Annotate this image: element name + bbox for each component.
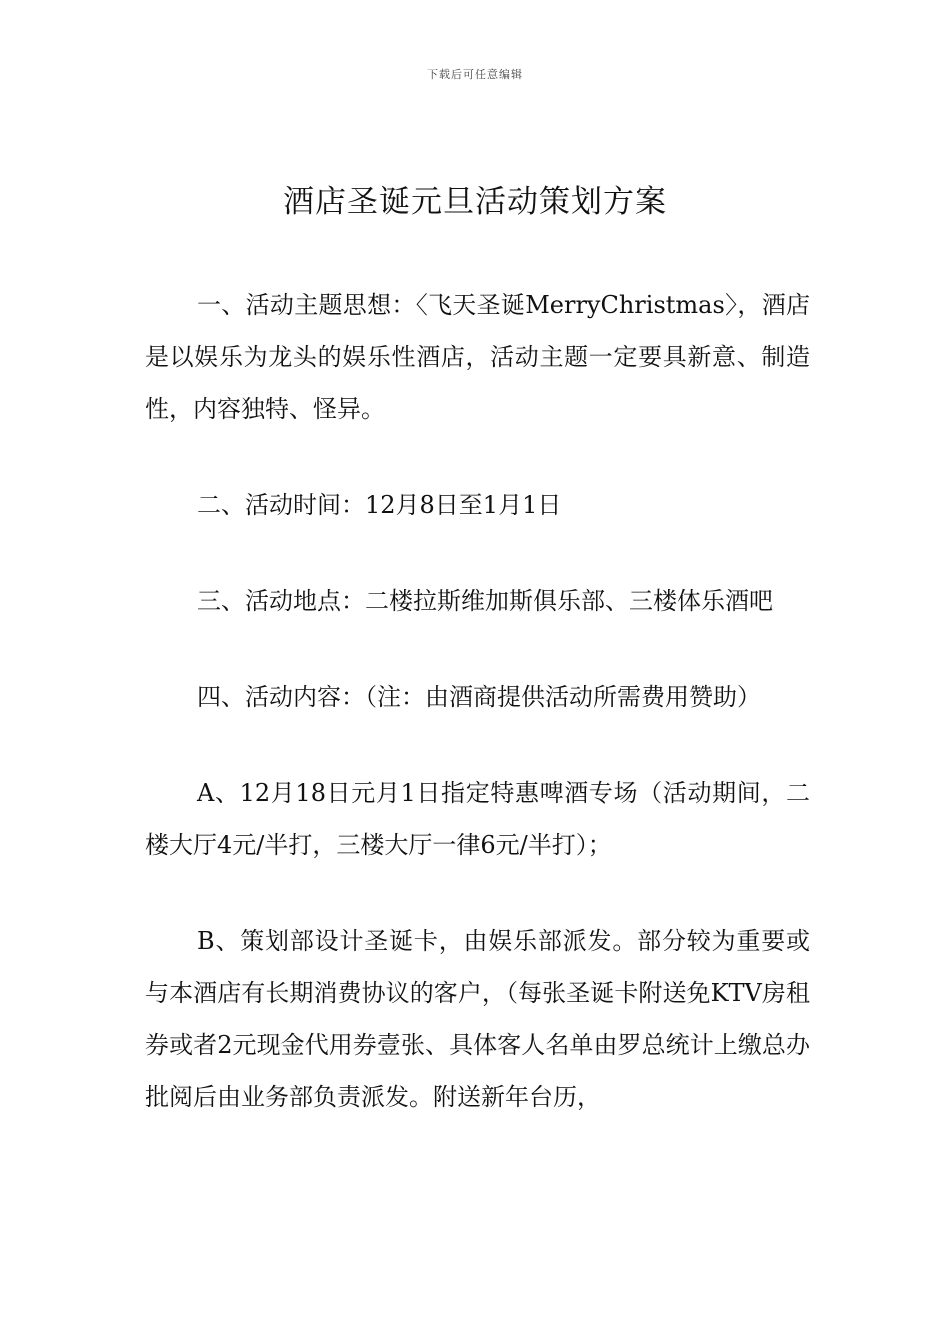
paragraph-location: 三、活动地点：二楼拉斯维加斯俱乐部、三楼体乐酒吧 — [197, 587, 773, 615]
paragraph-item-a: A、12月18日元月1日指定特惠啤酒专场（活动期间，二楼大厅4元/半打，三楼大厅一律6元/半打）； — [145, 779, 810, 859]
paragraph-theme: 一、活动主题思想：〈飞天圣诞MerryChristmas〉，酒店是以娱乐为龙头的娱乐性酒店，活动主题一定要具新意、制造性，内容独特、怪异。 — [145, 291, 810, 423]
paragraph-time: 二、活动时间：12月8日至1月1日 — [197, 491, 562, 519]
document-title: 酒店圣诞元旦活动策划方案 — [283, 184, 667, 220]
paragraph-content: 四、活动内容：（注：由酒商提供活动所需费用赞助） — [197, 683, 761, 711]
header-note: 下载后可任意编辑 — [427, 68, 523, 81]
paragraph-item-b: B、策划部设计圣诞卡，由娱乐部派发。部分较为重要或与本酒店有长期消费协议的客户，（每张圣诞卡附送免KTV房租券或者2元现金代用券壹张、具体客人名单由罗总统计上缴总办批阅后由业务部负责派发。附送新年台历， — [145, 927, 810, 1111]
document-body — [145, 279, 810, 1123]
